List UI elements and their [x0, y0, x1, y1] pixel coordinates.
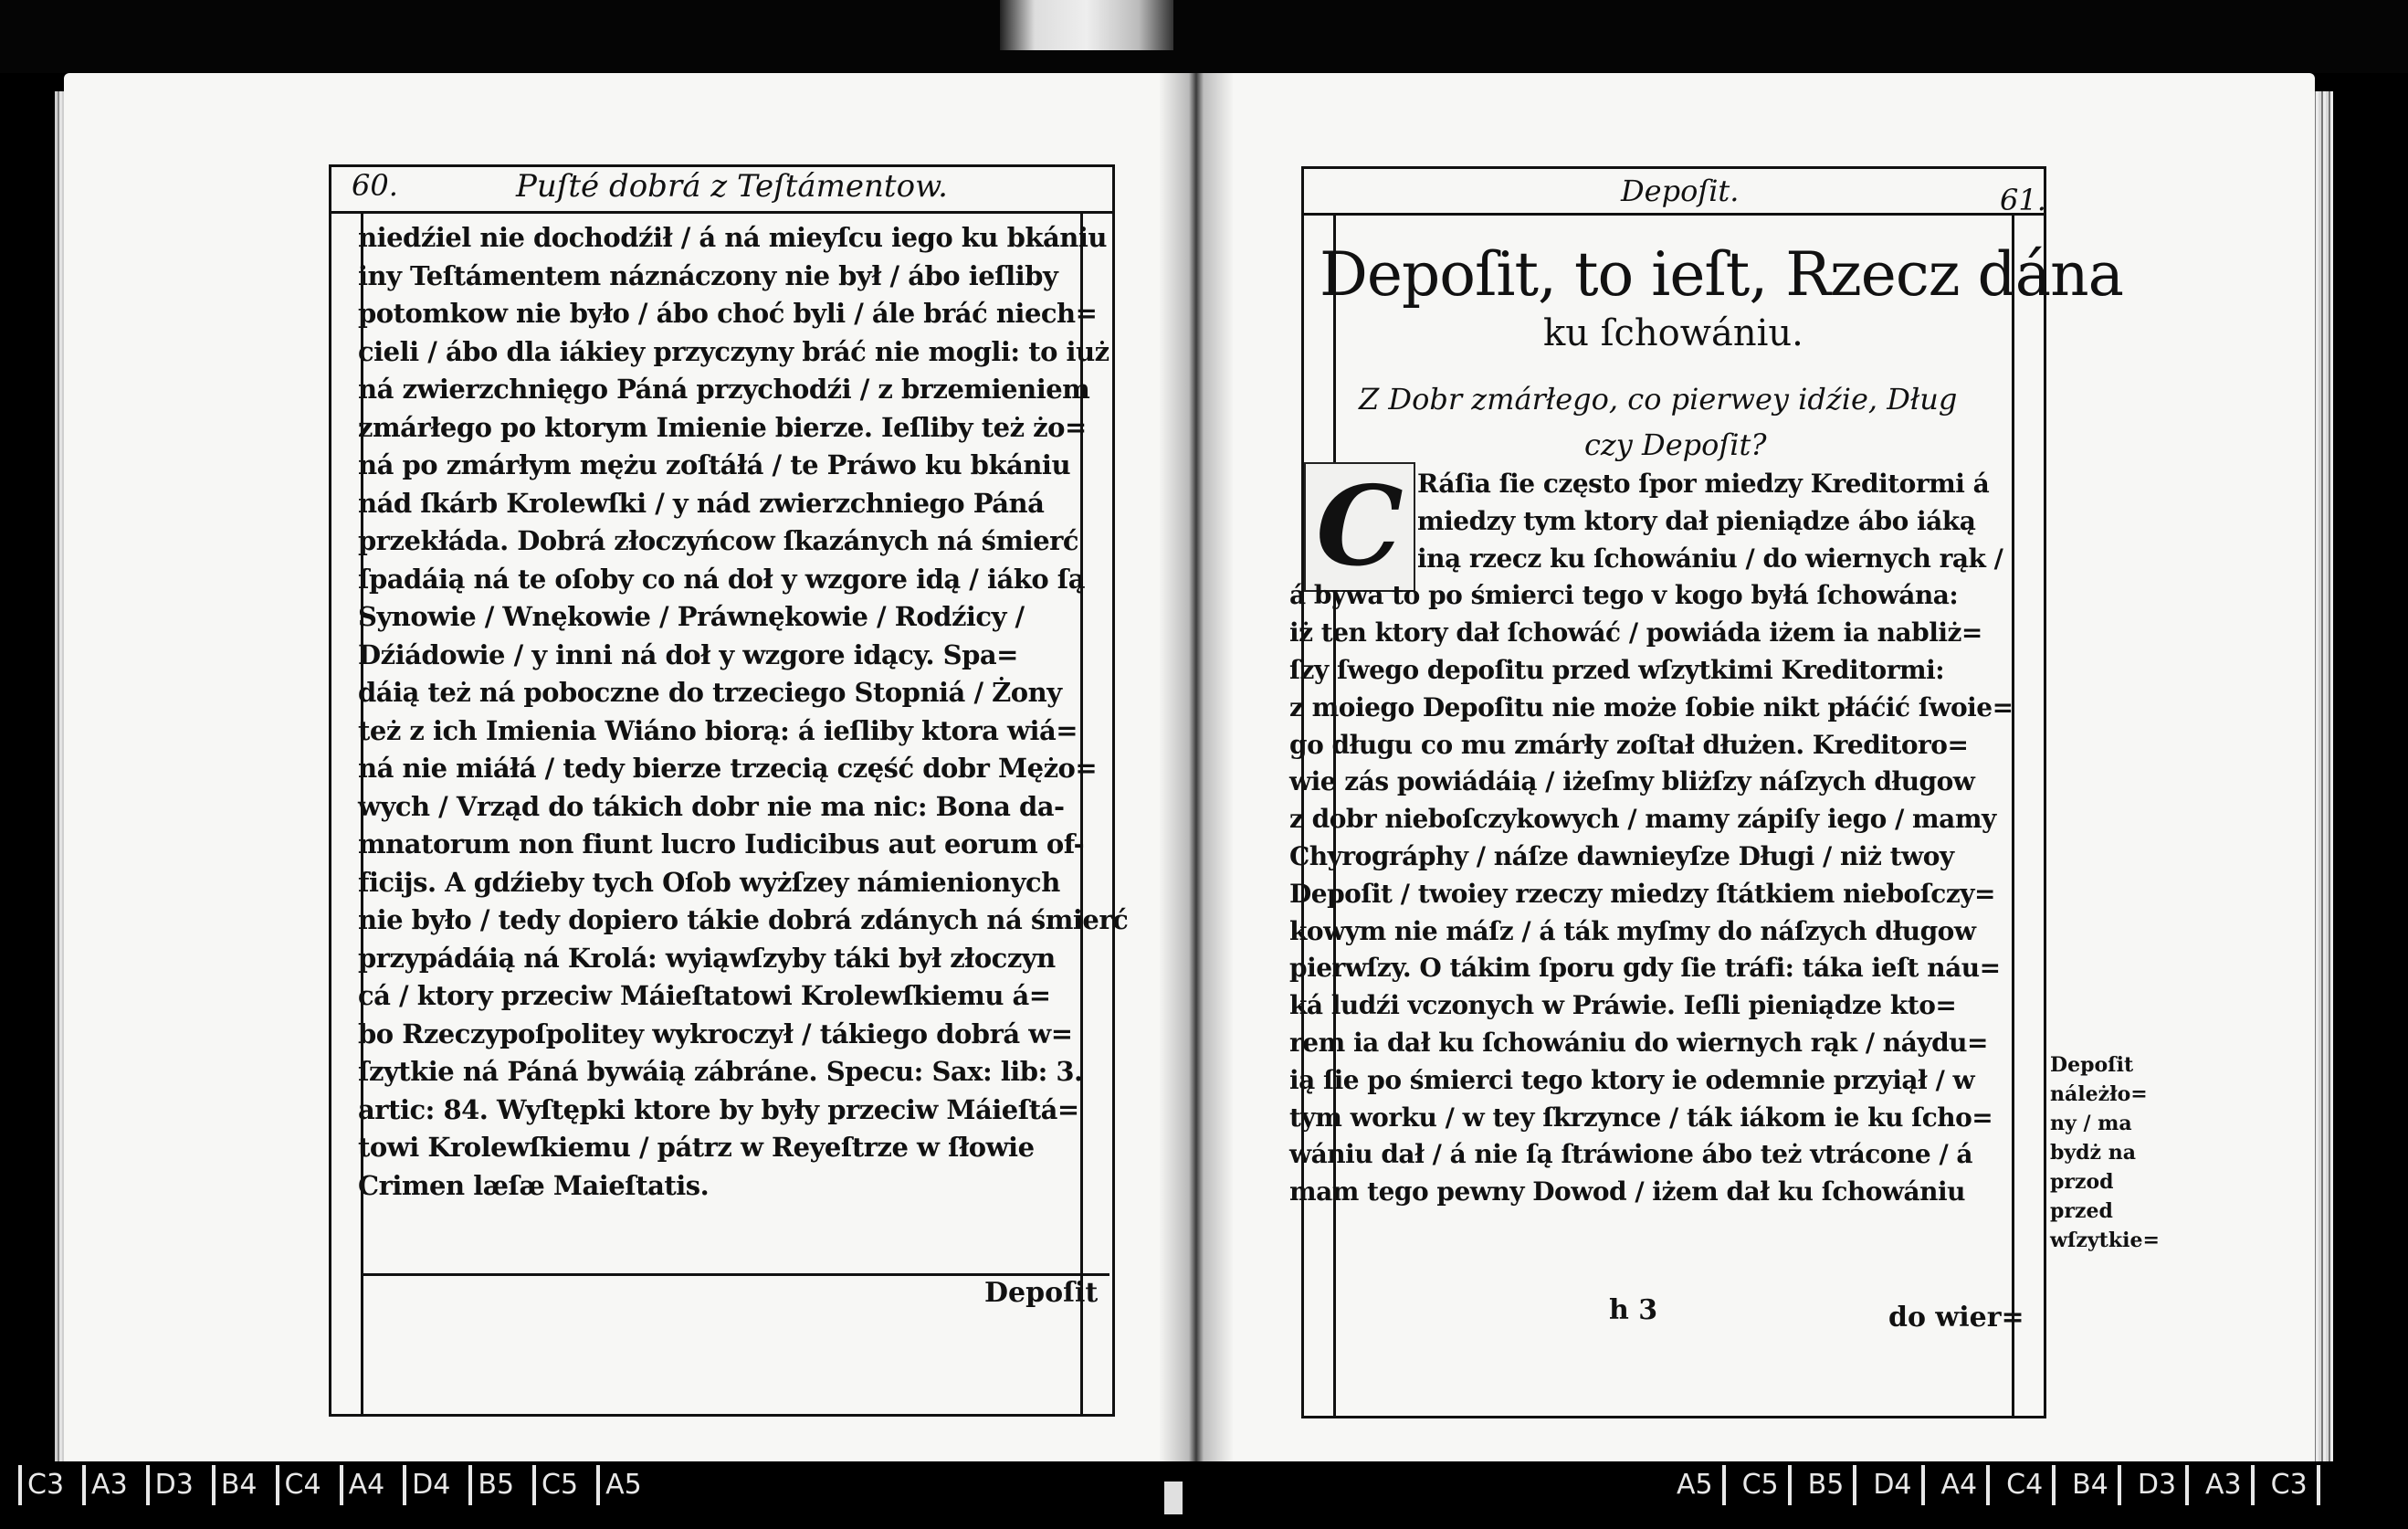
- catchword: do wier=: [1888, 1302, 2024, 1334]
- text-line: potomkow nie było / ábo choć byli / ále bráć niech=: [358, 298, 1098, 329]
- text-line: ią ſie po śmierci tego ktory ie odemnie przyiął / w: [1289, 1064, 1975, 1095]
- text-line: pierwſzy. O tákim ſporu gdy ſie tráfi: táka ieſt náu=: [1289, 953, 2001, 984]
- signature-mark: h 3: [1609, 1294, 1658, 1326]
- text-line: wániu dał / á nie ſą ſtráwione ábo też vtrácone / á: [1289, 1139, 1973, 1170]
- page-number: 61.: [2000, 183, 2046, 217]
- subheading-continued: czy Depoſit?: [1584, 427, 1767, 462]
- text-line: cieli / ábo dla iákiey przyczyny bráć nie mogli: to iuż: [358, 335, 1109, 367]
- color-tab: A5: [1669, 1465, 1726, 1505]
- text-line: iż ten ktory dał ſchowáć / powiáda iżem ia nabliż=: [1289, 617, 1982, 649]
- book-gutter: [1160, 73, 1233, 1471]
- margin-note-line: przed: [2050, 1199, 2113, 1223]
- color-tab: D4: [1866, 1465, 1924, 1505]
- color-tab: C5: [532, 1465, 591, 1505]
- text-line: Depoſit / twoiey rzeczy miedzy ſtátkiem nieboſczy=: [1289, 878, 1995, 909]
- color-tab: D3: [2130, 1465, 2189, 1505]
- text-line: z moiego Depoſitu nie może ſobie nikt płáćić ſwoie=: [1289, 691, 2014, 722]
- color-tab: A4: [340, 1465, 398, 1505]
- text-line: z dobr nieboſczykowych / mamy zápiſy iego / mamy: [1289, 804, 1996, 835]
- text-line: wych / Vrząd do tákich dobr nie ma nic: Bona da-: [358, 790, 1065, 822]
- right-body-text: [1289, 462, 2020, 1211]
- text-line: Crimen læſæ Maieſtatis.: [358, 1169, 710, 1201]
- margin-note-line: náleżło=: [2050, 1082, 2148, 1106]
- color-tab: C3: [18, 1465, 77, 1505]
- text-line: zmárłego po ktorym Imienie bierze. Ieſliby też żo=: [358, 411, 1087, 443]
- margin-note-line: bydż na: [2050, 1141, 2136, 1165]
- color-tab: A5: [596, 1465, 655, 1505]
- color-tab: B5: [468, 1465, 527, 1505]
- chapter-heading: Depoſit, to ieſt, Rzecz dána: [1320, 239, 2123, 310]
- color-tab: C4: [1999, 1465, 2056, 1505]
- text-line: Chyrográphy / náſze dawnieyſze Długi / niż twoy: [1289, 840, 1954, 871]
- header-rule: [331, 211, 1112, 214]
- scan-holder-strip: [1000, 0, 1173, 50]
- decorated-initial-letter: C: [1316, 462, 1404, 591]
- text-line: dáią też ná poboczne do trzeciego Stopniá / Żony: [358, 677, 1062, 708]
- text-line: ká ludźi vczonych w Práwie. Ieſli pieniądze kto=: [1289, 990, 1957, 1021]
- text-bottom-rule: [361, 1273, 1109, 1276]
- text-line: cá / ktory przeciw Máieſtatowi Krolewſkiemu á=: [358, 980, 1051, 1011]
- margin-note-line: wſzytkie=: [2050, 1228, 2160, 1252]
- text-line: przekłáda. Dobrá złoczyńcow ſkazánych ná śmierć: [358, 525, 1079, 556]
- color-tab: A4: [1934, 1465, 1991, 1505]
- text-line: iny Teſtámentem náznáczony nie był / ábo ieſliby: [358, 259, 1058, 291]
- text-line: Dźiádowie / y inni ná doł y wzgore idący. Spa=: [358, 638, 1018, 670]
- text-line: bo Rzeczypoſpolitey wykroczył / tákiego dobrá w=: [358, 1018, 1073, 1049]
- color-tab: D3: [146, 1465, 206, 1505]
- color-tab: B5: [1801, 1465, 1857, 1505]
- text-line: miedzy tym ktory dał pieniądze ábo iáką: [1417, 505, 1976, 536]
- page-number: 60.: [352, 168, 398, 203]
- text-line: ficijs. A gdźieby tych Oſob wyżſzey námienionych: [358, 866, 1060, 898]
- text-line: ſzytkie ná Páná bywáią zábráne. Specu: Sax: lib: 3.: [358, 1056, 1083, 1087]
- text-line: nád ſkárb Krolewſki / y nád zwierzchniego Páná: [358, 487, 1045, 519]
- color-tabs-left: [18, 1465, 660, 1505]
- catchword: Depoſit: [984, 1277, 1099, 1309]
- subheading: Z Dobr zmárłego, co pierwey idźie, Dług: [1359, 382, 1958, 417]
- text-line: mnatorum non fiunt lucro Iudicibus aut eorum of-: [358, 828, 1085, 859]
- text-line: artic: 84. Wyſtępki ktore by były przeciw Máieſtá=: [358, 1093, 1079, 1125]
- header-rule: [1304, 213, 2044, 216]
- margin-note-line: ny / ma: [2050, 1112, 2132, 1135]
- text-line: towi Krolewſkiemu / pátrz w Reyeſtrze w ſłowie: [358, 1132, 1035, 1163]
- text-line: ſpadáią ná te oſoby co ná doł y wzgore idą / iáko ſą: [358, 563, 1086, 595]
- color-tab: A3: [2198, 1465, 2255, 1505]
- color-tab: C5: [1735, 1465, 1792, 1505]
- center-marker: [1164, 1482, 1183, 1514]
- text-line: Synowie / Wnękowie / Práwnękowie / Rodźicy /: [358, 601, 1025, 632]
- text-line: ſzy ſwego depoſitu przed wſzytkimi Kreditormi:: [1289, 654, 1945, 685]
- text-line: ná po zmárłym mężu zoſtáłá / te Práwo ku bkániu: [358, 449, 1071, 480]
- text-line: wie zás powiádáią / iżeſmy bliżſzy náſzych długow: [1289, 766, 1975, 797]
- text-line: mam tego pewny Dowod / iżem dał ku ſchowániu: [1289, 1176, 1966, 1207]
- color-tab: C3: [2264, 1465, 2320, 1505]
- running-title: Depoſit.: [1621, 174, 1740, 208]
- text-line: tym worku / w tey ſkrzynce / ták iákom ie ku ſcho=: [1289, 1102, 1993, 1133]
- color-tab: B4: [212, 1465, 270, 1505]
- text-line: á bywa to po śmierci tego v kogo byłá ſchowána:: [1289, 580, 1959, 611]
- text-line: iną rzecz ku ſchowániu / do wiernych rąk /: [1417, 543, 2003, 574]
- text-line: przypádáią ná Krolá: wyiąwſzyby táki był złoczyn: [358, 942, 1056, 974]
- marginal-note: [2050, 1050, 2160, 1255]
- text-line: ná zwierzchnięgo Páná przychodźi / z brzemieniem: [358, 374, 1090, 405]
- scan-background-top: [0, 0, 2408, 73]
- color-tab: C4: [276, 1465, 334, 1505]
- text-line: rem ia dał ku ſchowániu do wiernych rąk / náydu=: [1289, 1027, 1988, 1058]
- left-body-text: [358, 219, 1129, 1205]
- text-line: nie było / tedy dopiero tákie dobrá zdánych ná śmierć: [358, 904, 1129, 935]
- text-line: też z ich Imienia Wiáno biorą: á ieſliby ktora wiá=: [358, 714, 1078, 746]
- margin-note-line: przod: [2050, 1170, 2114, 1194]
- text-line: ná nie miáłá / tedy bierze trzecią część dobr Mężo=: [358, 753, 1098, 784]
- color-tab: B4: [2065, 1465, 2121, 1505]
- running-title: Puſté dobrá z Teſtámentow.: [516, 168, 948, 205]
- text-line: Ráſia ſie często ſpor miedzy Kreditormi á: [1417, 469, 1990, 499]
- text-line: niedźiel nie dochodźił / á ná mieyſcu iego ku bkániu: [358, 222, 1107, 253]
- color-tabs-right: [1669, 1465, 2329, 1505]
- text-line: kowym nie máſz / á ták myſmy do náſzych długow: [1289, 915, 1976, 946]
- chapter-heading-continued: ku ſchowániu.: [1543, 312, 1803, 354]
- margin-note-line: Depoſit: [2050, 1053, 2134, 1077]
- text-line: go długu co mu zmárły zoſtał dłużen. Kreditoro=: [1289, 729, 1969, 760]
- color-tab: A3: [82, 1465, 141, 1505]
- color-tab: D4: [403, 1465, 463, 1505]
